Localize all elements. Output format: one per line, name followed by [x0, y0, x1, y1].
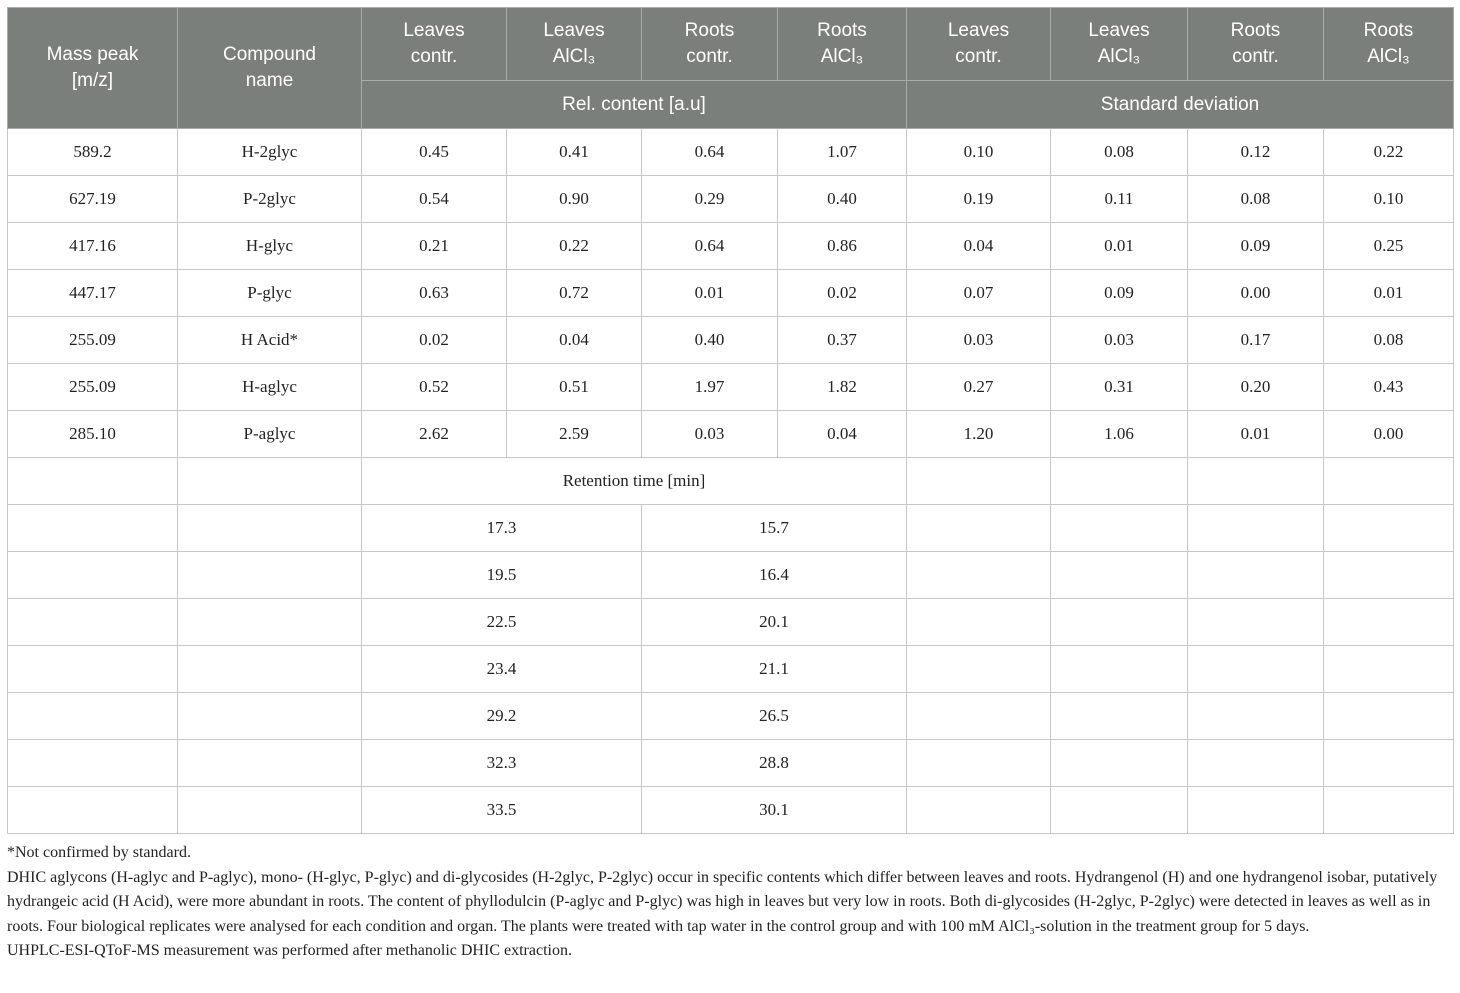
value-cell: 0.01 [1188, 411, 1324, 458]
empty-cell [1188, 693, 1324, 740]
value-cell: 0.09 [1188, 223, 1324, 270]
value-cell: 0.90 [507, 176, 642, 223]
retention-value: 28.8 [642, 740, 907, 787]
retention-row [8, 552, 1454, 599]
value-cell: 0.00 [1324, 411, 1454, 458]
value-cell: 0.02 [778, 270, 907, 317]
empty-cell [1051, 787, 1188, 834]
value-cell: 0.21 [362, 223, 507, 270]
value-cell: 0.45 [362, 129, 507, 176]
table-row [8, 364, 1454, 411]
retention-value: 17.3 [362, 505, 642, 552]
empty-cell [1188, 787, 1324, 834]
value-cell: 0.43 [1324, 364, 1454, 411]
empty-cell [1324, 458, 1454, 505]
empty-cell [8, 740, 178, 787]
empty-cell [1188, 505, 1324, 552]
value-cell: 0.31 [1051, 364, 1188, 411]
empty-cell [178, 552, 362, 599]
value-cell: 0.01 [1051, 223, 1188, 270]
empty-cell [8, 552, 178, 599]
compound-cell: P-glyc [178, 270, 362, 317]
header-sub-col: Roots AlCl₃ [1324, 8, 1454, 81]
header-sub-col: Leaves AlCl₃ [507, 8, 642, 81]
empty-cell [1188, 646, 1324, 693]
table-row [8, 411, 1454, 458]
method-note: UHPLC-ESI-QToF-MS measurement was performed after methanolic DHIC extraction. [7, 942, 572, 959]
value-cell: 0.03 [1051, 317, 1188, 364]
value-cell: 0.17 [1188, 317, 1324, 364]
retention-value: 21.1 [642, 646, 907, 693]
empty-cell [178, 693, 362, 740]
retention-row [8, 787, 1454, 834]
mass-cell: 417.16 [8, 223, 178, 270]
value-cell: 1.07 [778, 129, 907, 176]
compound-cell: H-glyc [178, 223, 362, 270]
value-cell: 1.20 [907, 411, 1051, 458]
value-cell: 0.41 [507, 129, 642, 176]
empty-cell [8, 787, 178, 834]
empty-cell [907, 599, 1051, 646]
compound-cell: P-aglyc [178, 411, 362, 458]
empty-cell [1188, 599, 1324, 646]
header-sub-col: Roots contr. [1188, 8, 1324, 81]
retention-row [8, 740, 1454, 787]
header-sub-col: Leaves AlCl₃ [1051, 8, 1188, 81]
empty-cell [907, 505, 1051, 552]
empty-cell [8, 646, 178, 693]
value-cell: 0.29 [642, 176, 778, 223]
table-row [8, 176, 1454, 223]
value-cell: 0.20 [1188, 364, 1324, 411]
value-cell: 1.82 [778, 364, 907, 411]
retention-row [8, 599, 1454, 646]
value-cell: 1.97 [642, 364, 778, 411]
table-row [8, 317, 1454, 364]
value-cell: 0.08 [1324, 317, 1454, 364]
compound-cell: H-2glyc [178, 129, 362, 176]
value-cell: 2.59 [507, 411, 642, 458]
value-cell: 0.08 [1188, 176, 1324, 223]
empty-cell [907, 458, 1051, 505]
value-cell: 0.27 [907, 364, 1051, 411]
value-cell: 0.86 [778, 223, 907, 270]
value-cell: 0.40 [642, 317, 778, 364]
empty-cell [1051, 505, 1188, 552]
value-cell: 0.01 [642, 270, 778, 317]
table-body [8, 129, 1454, 834]
empty-cell [1188, 458, 1324, 505]
value-cell: 0.72 [507, 270, 642, 317]
value-cell: 0.12 [1188, 129, 1324, 176]
value-cell: 0.37 [778, 317, 907, 364]
empty-cell [1324, 646, 1454, 693]
header-rel-content: Rel. content [a.u] [362, 81, 907, 129]
retention-row [8, 505, 1454, 552]
value-cell: 0.51 [507, 364, 642, 411]
header-mass-peak: Mass peak [m/z] [8, 8, 178, 129]
empty-cell [178, 458, 362, 505]
value-cell: 0.64 [642, 223, 778, 270]
retention-value: 23.4 [362, 646, 642, 693]
empty-cell [1324, 693, 1454, 740]
empty-cell [907, 693, 1051, 740]
value-cell: 0.09 [1051, 270, 1188, 317]
mass-cell: 255.09 [8, 317, 178, 364]
empty-cell [1051, 552, 1188, 599]
data-table [7, 7, 1454, 834]
compound-cell: H-aglyc [178, 364, 362, 411]
footnote: *Not confirmed by standard. [7, 844, 191, 861]
value-cell: 0.54 [362, 176, 507, 223]
value-cell: 0.02 [362, 317, 507, 364]
retention-value: 20.1 [642, 599, 907, 646]
value-cell: 0.63 [362, 270, 507, 317]
value-cell: 1.06 [1051, 411, 1188, 458]
empty-cell [8, 505, 178, 552]
value-cell: 0.08 [1051, 129, 1188, 176]
value-cell: 0.01 [1324, 270, 1454, 317]
empty-cell [1324, 552, 1454, 599]
empty-cell [907, 740, 1051, 787]
table-row [8, 270, 1454, 317]
value-cell: 0.00 [1188, 270, 1324, 317]
empty-cell [1324, 787, 1454, 834]
empty-cell [8, 693, 178, 740]
retention-value: 16.4 [642, 552, 907, 599]
retention-value: 26.5 [642, 693, 907, 740]
value-cell: 0.25 [1324, 223, 1454, 270]
table-row [8, 223, 1454, 270]
mass-cell: 285.10 [8, 411, 178, 458]
empty-cell [1051, 599, 1188, 646]
description-note: DHIC aglycons (H-aglyc and P-aglyc), mono- (H-glyc, P-glyc) and di-glycosides (H-2glyc, P-2glyc) occur in specific contents which differ between leaves and roots. Hydrangenol (H) and one hydrangenol isobar, putatively hydrangeic acid (H Acid), were more abundant in roots. The content of phyllodulcin (P-aglyc and P-glyc) was high in leaves but very low in roots. Both di-glycosides (H-2glyc, P-2glyc) were detected in leaves as well as in roots. Four biological replicates were analysed for each condition and organ. The plants were treated with tap water in the control group and with 100 mM AlCl₃-solution in the treatment group for 5 days. [7, 868, 1438, 935]
header-std-dev: Standard deviation [907, 81, 1454, 129]
value-cell: 0.22 [507, 223, 642, 270]
empty-cell [907, 552, 1051, 599]
mass-cell: 589.2 [8, 129, 178, 176]
table-row [8, 129, 1454, 176]
empty-cell [907, 787, 1051, 834]
empty-cell [1324, 599, 1454, 646]
empty-cell [1051, 458, 1188, 505]
table-notes [7, 841, 1453, 964]
value-cell: 0.40 [778, 176, 907, 223]
header-sub-col: Roots AlCl₃ [778, 8, 907, 81]
value-cell: 0.03 [642, 411, 778, 458]
retention-value: 22.5 [362, 599, 642, 646]
empty-cell [178, 599, 362, 646]
value-cell: 0.11 [1051, 176, 1188, 223]
empty-cell [1324, 505, 1454, 552]
value-cell: 0.07 [907, 270, 1051, 317]
empty-cell [1051, 693, 1188, 740]
empty-cell [907, 646, 1051, 693]
mass-cell: 627.19 [8, 176, 178, 223]
retention-value: 15.7 [642, 505, 907, 552]
empty-cell [1051, 646, 1188, 693]
header-sub-col: Roots contr. [642, 8, 778, 81]
retention-header-row [8, 458, 1454, 505]
mass-cell: 255.09 [8, 364, 178, 411]
retention-row [8, 646, 1454, 693]
header-sub-col: Leaves contr. [362, 8, 507, 81]
header-compound-name: Compound name [178, 8, 362, 129]
retention-value: 32.3 [362, 740, 642, 787]
value-cell: 0.22 [1324, 129, 1454, 176]
value-cell: 0.03 [907, 317, 1051, 364]
value-cell: 0.52 [362, 364, 507, 411]
empty-cell [1188, 740, 1324, 787]
empty-cell [178, 505, 362, 552]
compound-cell: P-2glyc [178, 176, 362, 223]
retention-time-label: Retention time [min] [362, 458, 907, 505]
value-cell: 0.04 [907, 223, 1051, 270]
empty-cell [8, 599, 178, 646]
empty-cell [1051, 740, 1188, 787]
compound-cell: H Acid* [178, 317, 362, 364]
retention-value: 29.2 [362, 693, 642, 740]
empty-cell [1324, 740, 1454, 787]
empty-cell [178, 787, 362, 834]
retention-value: 30.1 [642, 787, 907, 834]
value-cell: 0.10 [1324, 176, 1454, 223]
retention-value: 19.5 [362, 552, 642, 599]
value-cell: 0.04 [778, 411, 907, 458]
header-sub-col: Leaves contr. [907, 8, 1051, 81]
value-cell: 0.64 [642, 129, 778, 176]
value-cell: 2.62 [362, 411, 507, 458]
value-cell: 0.04 [507, 317, 642, 364]
value-cell: 0.19 [907, 176, 1051, 223]
empty-cell [1188, 552, 1324, 599]
value-cell: 0.10 [907, 129, 1051, 176]
empty-cell [178, 646, 362, 693]
retention-row [8, 693, 1454, 740]
empty-cell [8, 458, 178, 505]
mass-cell: 447.17 [8, 270, 178, 317]
empty-cell [178, 740, 362, 787]
retention-value: 33.5 [362, 787, 642, 834]
